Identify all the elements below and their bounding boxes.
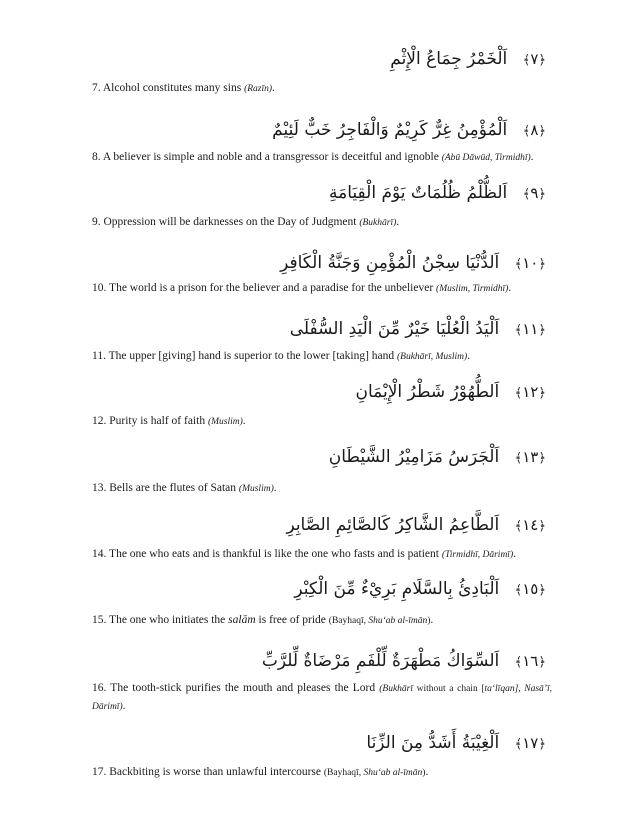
- source-citation: (Razīn): [244, 84, 273, 94]
- arabic-text: ﴿١٠﴾ اَلدُّنْيَا سِجْنُ الْمُؤْمِنِ وَجَنَّةُ الْكَافِرِ: [0, 250, 638, 278]
- hadith-number-badge: ﴿١٤﴾: [514, 516, 546, 534]
- hadith-entry-15: [0, 576, 638, 626]
- arabic-text: ﴿١٦﴾ اَلسِّوَاكُ مَطْهَرَةٌ لِّلْفَمِ مَرْضَاةٌ لِّلرَّبِّ: [0, 648, 638, 676]
- source-citation: (Bukhārī without a chain [ta‘līqan], Nasā’ī, Dārimī): [92, 684, 552, 712]
- source-citation: (Muslim): [238, 484, 274, 494]
- hadith-number-badge: ﴿١٣﴾: [514, 448, 546, 466]
- translation-text: 13. Bells are the flutes of Satan (Muslim).: [92, 482, 277, 494]
- arabic-text: ﴿٧﴾ اَلْخَمْرُ جِمَاعُ الْإِثْمِ: [0, 46, 638, 74]
- source-citation: (Bukhārī): [359, 218, 397, 228]
- arabic-text: ﴿٨﴾ اَلْمُؤْمِنُ غِرٌّ كَرِيْمٌ وَالْفَاجِرُ خَبٌّ لَئِيْمٌ: [0, 117, 638, 145]
- translation-text: 9. Oppression will be darknesses on the Day of Judgment (Bukhārī).: [92, 216, 400, 228]
- source-citation: (Bayhaqī, Shu‘ab al-īmān): [323, 768, 426, 778]
- arabic-text: ﴿٩﴾ اَلظُّلْمُ ظُلُمَاتٌ يَوْمَ الْقِيَامَةِ: [0, 180, 638, 208]
- source-citation: (Bayhaqī, Shu‘ab al-īmān): [328, 616, 431, 626]
- hadith-entry-14: [0, 512, 638, 560]
- source-citation: (Bukhārī, Muslim): [397, 352, 468, 362]
- hadith-entry-17: [0, 730, 638, 778]
- translation-text: 10. The world is a prison for the believer and a paradise for the unbeliever (Muslim, Tirmidhī).: [92, 282, 512, 294]
- hadith-entry-11: [0, 316, 638, 362]
- hadith-number-badge: ﴿١١﴾: [514, 320, 546, 338]
- hadith-number-badge: ﴿١٥﴾: [514, 580, 546, 598]
- hadith-entry-13: [0, 444, 638, 494]
- translation-text: 17. Backbiting is worse than unlawful intercourse (Bayhaqī, Shu‘ab al-īmān).: [92, 766, 429, 778]
- hadith-number-badge: ﴿١٢﴾: [514, 383, 546, 401]
- translation-text: 11. The upper [giving] hand is superior to the lower [taking] hand (Bukhārī, Muslim).: [92, 350, 471, 362]
- hadith-entry-16: [0, 648, 638, 712]
- source-citation: (Tirmidhī, Dārimī): [441, 550, 514, 560]
- hadith-number-badge: ﴿١٠﴾: [514, 254, 546, 272]
- hadith-number-badge: ﴿٧﴾: [522, 50, 546, 68]
- source-citation: (Muslim): [207, 417, 243, 427]
- source-citation: (Muslim, Tirmidhī): [436, 284, 509, 294]
- translation-text: 15. The one who initiates the salām is free of pride (Bayhaqī, Shu‘ab al-īmān).: [92, 614, 434, 626]
- translation-text: 16. The tooth-stick purifies the mouth and pleases the Lord (Bukhārī without a chain [ta‘līqan], Nasā’ī, Dārimī).: [92, 682, 552, 712]
- translation-text: 8. A believer is simple and noble and a transgressor is deceitful and ignoble (Abū Dāwūd, Tirmidhī).: [92, 151, 534, 163]
- translation-text: 7. Alcohol constitutes many sins (Razīn).: [92, 82, 275, 94]
- hadith-entry-12: [0, 379, 638, 427]
- hadith-number-badge: ﴿٨﴾: [522, 121, 546, 139]
- hadith-entry-10: [0, 250, 638, 294]
- hadith-number-badge: ﴿٩﴾: [522, 184, 546, 202]
- source-citation: (Abū Dāwūd, Tirmidhī): [441, 153, 531, 163]
- hadith-entry-8: [0, 117, 638, 163]
- arabic-text: ﴿١٢﴾ اَلطُّهُوْرُ شَطْرُ الْإِيْمَانِ: [0, 379, 638, 407]
- hadith-number-badge: ﴿١٧﴾: [514, 734, 546, 752]
- hadith-entry-7: [0, 46, 638, 94]
- arabic-text: ﴿١٥﴾ اَلْبَادِئُ بِالسَّلَامِ بَرِيْءٌ مِّنَ الْكِبْرِ: [0, 576, 638, 604]
- hadith-entry-9: [0, 180, 638, 228]
- salam-term: salām: [228, 614, 256, 626]
- arabic-text: ﴿١٤﴾ اَلطَّاعِمُ الشَّاكِرُ كَالصَّائِمِ الصَّابِرِ: [0, 512, 638, 540]
- arabic-text: ﴿١٧﴾ اَلْغِيْبَةُ أَشَدُّ مِنَ الزِّنَا: [0, 730, 638, 758]
- arabic-text: ﴿١١﴾ اَلْيَدُ الْعُلْيَا خَيْرٌ مِّنَ الْيَدِ السُّفْلَى: [0, 316, 638, 344]
- translation-text: 12. Purity is half of faith (Muslim).: [92, 415, 246, 427]
- arabic-text: ﴿١٣﴾ اَلْجَرَسُ مَزَامِيْرُ الشَّيْطَانِ: [0, 444, 638, 472]
- hadith-number-badge: ﴿١٦﴾: [514, 652, 546, 670]
- translation-text: 14. The one who eats and is thankful is like the one who fasts and is patient (Tirmidhī, Dārimī).: [92, 548, 516, 560]
